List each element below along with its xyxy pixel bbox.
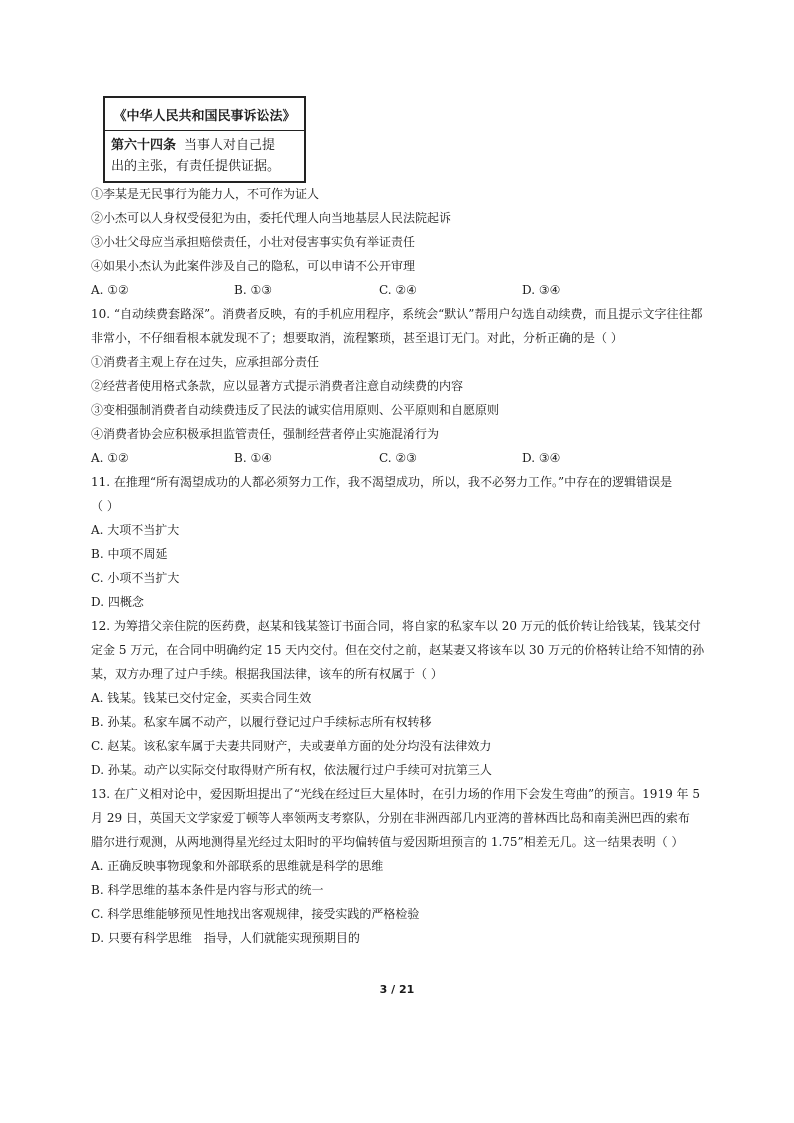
law-body	[105, 131, 304, 181]
law-title: 《中华人民共和国民事诉讼法》	[105, 98, 304, 131]
law-text-2: 出的主张，有责任提供证据。	[111, 159, 281, 174]
law-text-1: 当事人对自己提	[184, 138, 276, 153]
q13-stem: 13. 在广义相对论中，爱因斯坦提出了“光线在经过巨大星体时，在引力场的作用下会发生弯曲”的预言。1919 年 5	[91, 787, 700, 801]
q13-option-c[interactable]: C. 科学思维能够预见性地找出客观规律，接受实践的严格检验	[91, 907, 420, 921]
q12-option-d[interactable]: D. 孙某。动产以实际交付取得财产所有权，依法履行过户手续可对抗第三人	[91, 763, 492, 777]
q13-option-b[interactable]: B. 科学思维的基本条件是内容与形式的统一	[91, 883, 324, 897]
q9-option-a[interactable]: A. ①②	[91, 283, 129, 297]
q9-statement: ②小杰可以人身权受侵犯为由，委托代理人向当地基层人民法院起诉	[91, 211, 452, 225]
q9-statement: ①李某是无民事行为能力人，不可作为证人	[91, 187, 320, 201]
q12-option-a[interactable]: A. 钱某。钱某已交付定金，买卖合同生效	[91, 691, 312, 705]
q10-statement: ③变相强制消费者自动续费违反了民法的诚实信用原则、公平原则和自愿原则	[91, 403, 500, 417]
q10-statement: ①消费者主观上存在过失，应承担部分责任	[91, 355, 320, 369]
law-excerpt-box	[103, 96, 306, 183]
q13-stem: 腊尔进行观测，从两地测得星光经过太阳时的平均偏转值与爱因斯坦预言的 1.75”相差无几。这一结果表明（ ）	[91, 835, 684, 849]
q9-option-c[interactable]: C. ②④	[379, 283, 417, 297]
q9-option-b[interactable]: B. ①③	[234, 283, 272, 297]
law-article-number: 第六十四条	[111, 138, 177, 153]
q11-option-c[interactable]: C. 小项不当扩大	[91, 571, 180, 585]
q10-option-b[interactable]: B. ①④	[234, 451, 272, 465]
q12-option-c[interactable]: C. 赵某。该私家车属于夫妻共同财产，夫或妻单方面的处分均没有法律效力	[91, 739, 492, 753]
page-number: 3 / 21	[379, 983, 415, 996]
law-line-1	[111, 135, 298, 156]
q11-option-a[interactable]: A. 大项不当扩大	[91, 523, 180, 537]
q10-option-d[interactable]: D. ③④	[522, 451, 561, 465]
q10-stem: 非常小，不仔细看根本就发现不了；想要取消，流程繁琐，甚至退订无门。对此，分析正确的是（ ）	[91, 331, 623, 345]
q11-option-d[interactable]: D. 四概念	[91, 595, 144, 609]
q9-statement: ③小壮父母应当承担赔偿责任，小壮对侵害事实负有举证责任	[91, 235, 416, 249]
q12-stem: 12. 为筹措父亲住院的医药费，赵某和钱某签订书面合同，将自家的私家车以 20 万元的低价转让给钱某，钱某交付	[91, 619, 701, 633]
q12-option-b[interactable]: B. 孙某。私家车属不动产，以履行登记过户手续标志所有权转移	[91, 715, 432, 729]
q13-option-a[interactable]: A. 正确反映事物现象和外部联系的思维就是科学的思维	[91, 859, 384, 873]
q12-stem: 定金 5 万元，在合同中明确约定 15 天内交付。但在交付之前，赵某妻又将该车以 30 万元的价格转让给不知情的孙	[91, 643, 705, 657]
q10-stem: 10. “自动续费套路深”。消费者反映，有的手机应用程序，系统会“默认”帮用户勾选自动续费，而且提示文字往往都	[91, 307, 703, 321]
q10-statement: ④消费者协会应积极承担监管责任，强制经营者停止实施混淆行为	[91, 427, 440, 441]
q13-option-d[interactable]: D. 只要有科学思维 指导，人们就能实现预期目的	[91, 931, 360, 945]
q11-stem: 11. 在推理“所有渴望成功的人都必须努力工作，我不渴望成功，所以，我不必努力工作。”中存在的逻辑错误是	[91, 475, 673, 489]
q10-option-c[interactable]: C. ②③	[379, 451, 417, 465]
q9-option-d[interactable]: D. ③④	[522, 283, 561, 297]
q11-stem: （ ）	[91, 499, 119, 513]
q13-stem: 月 29 日，英国天文学家爱丁顿等人率领两支考察队，分别在非洲西部几内亚湾的普林西比岛和南美洲巴西的索布	[91, 811, 690, 825]
q12-stem: 某，双方办理了过户手续。根据我国法律，该车的所有权属于（ ）	[91, 667, 443, 681]
q11-option-b[interactable]: B. 中项不周延	[91, 547, 168, 561]
q10-statement: ②经营者使用格式条款，应以显著方式提示消费者注意自动续费的内容	[91, 379, 464, 393]
q9-statement: ④如果小杰认为此案件涉及自己的隐私，可以申请不公开审理	[91, 259, 416, 273]
q10-option-a[interactable]: A. ①②	[91, 451, 129, 465]
